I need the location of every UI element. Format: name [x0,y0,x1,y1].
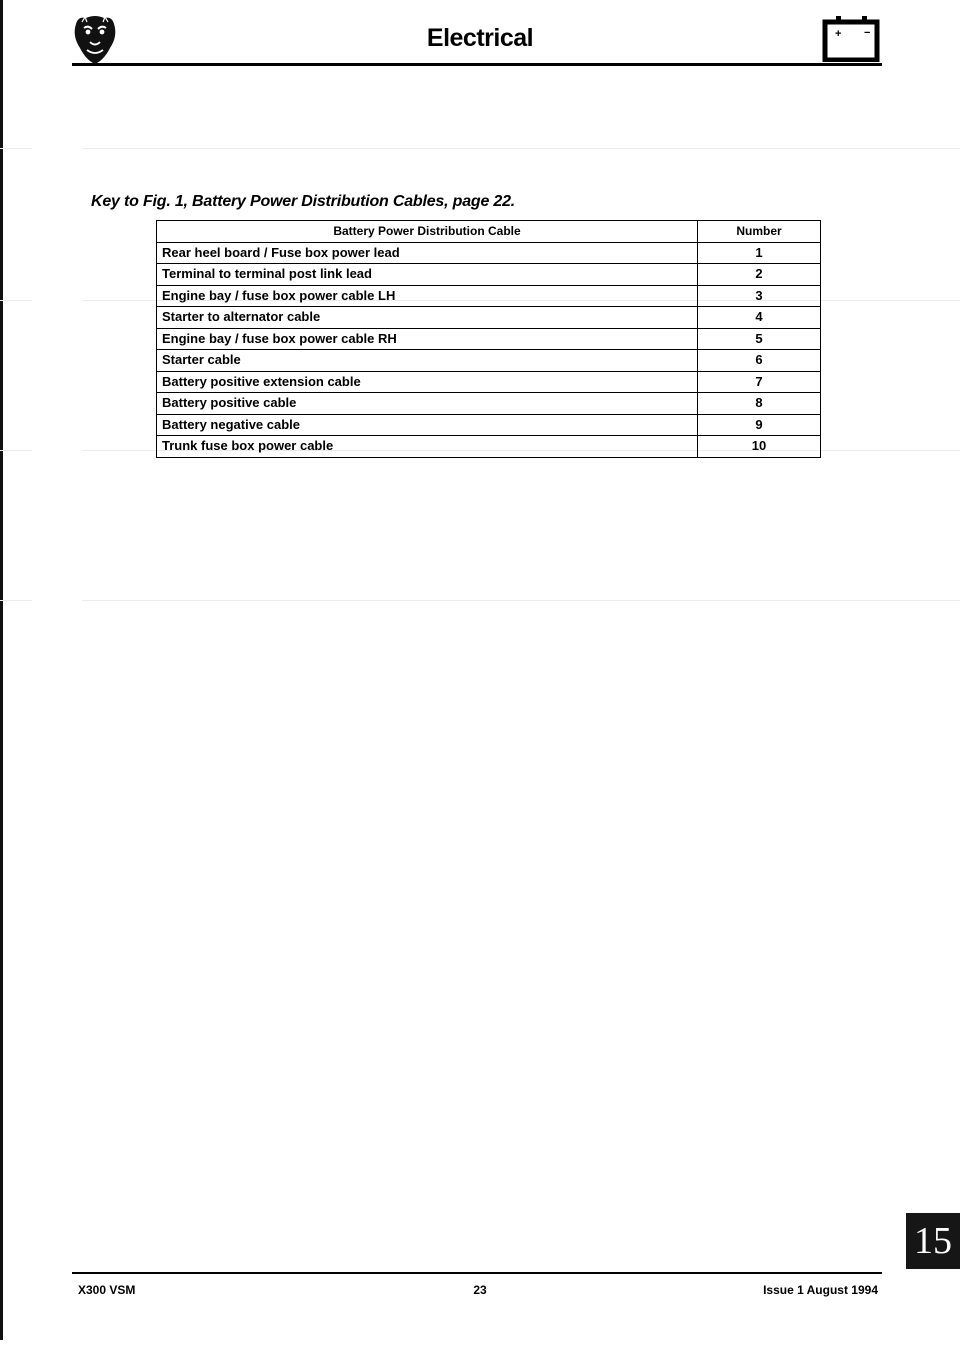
page-edge-bar [0,0,3,1340]
cable-number: 1 [698,242,821,264]
cable-number: 3 [698,285,821,307]
page-number: 23 [473,1283,487,1297]
table-row [157,393,821,415]
table-caption: Key to Fig. 1, Battery Power Distribution Cables, page 22. [91,193,516,210]
cable-number: 7 [698,371,821,393]
battery-icon [822,10,880,62]
cable-number: 4 [698,307,821,329]
table-row [157,414,821,436]
footer-rule [72,1272,882,1274]
footer-issue-date: Issue 1 August 1994 [763,1283,878,1297]
scan-line [0,148,32,149]
cable-number: 9 [698,414,821,436]
scan-line [82,148,960,149]
cable-number: 10 [698,436,821,458]
cable-name: Battery negative cable [157,414,698,436]
scan-line [0,600,32,601]
footer-manual-code: X300 VSM [78,1283,136,1297]
table-row [157,242,821,264]
header-rule [72,63,882,66]
scan-line [0,300,32,301]
column-header-number: Number [698,221,821,243]
table-row [157,350,821,372]
cable-name: Starter cable [157,350,698,372]
table-row [157,371,821,393]
svg-text:−: − [864,27,871,39]
section-tab: 15 [906,1213,960,1269]
table-row [157,264,821,286]
cable-name: Terminal to terminal post link lead [157,264,698,286]
table-row [157,328,821,350]
table-row [157,285,821,307]
cable-number: 8 [698,393,821,415]
cable-key-table [156,220,821,458]
cable-name: Engine bay / fuse box power cable RH [157,328,698,350]
cable-name: Engine bay / fuse box power cable LH [157,285,698,307]
scan-line [82,600,960,601]
table-header-row [157,221,821,243]
cable-name: Battery positive cable [157,393,698,415]
cable-number: 5 [698,328,821,350]
column-header-cable: Battery Power Distribution Cable [157,221,698,243]
table-row [157,307,821,329]
scan-line [0,450,32,451]
cable-number: 6 [698,350,821,372]
cable-name: Battery positive extension cable [157,371,698,393]
cable-name: Starter to alternator cable [157,307,698,329]
cable-number: 2 [698,264,821,286]
table-row [157,436,821,458]
page-title: Electrical [426,24,534,52]
cable-name: Trunk fuse box power cable [157,436,698,458]
svg-text:+: + [835,28,842,40]
cable-name: Rear heel board / Fuse box power lead [157,242,698,264]
